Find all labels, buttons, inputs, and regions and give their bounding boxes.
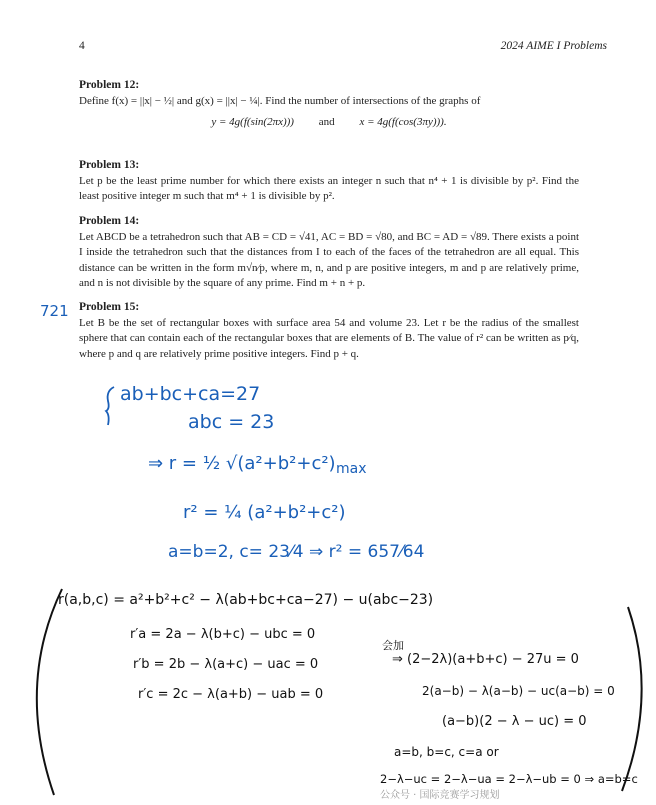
answer-mark: 721 (40, 302, 69, 320)
problem-text: Let ABCD be a tetrahedron such that AB = CD = √41, AC = BD = √80, and BC = AD = √89. There exists a point I inside the tetrahedron such that the distances from I to each of the faces of the tetrahedron are all equal. This distance can be written in the form m√n⁄p, where m, n, and p are positive integers, m and p are relatively prime, and n is not divisible by the square of any prime. Find m + n + p. (79, 230, 579, 289)
problem-15 (79, 300, 579, 362)
problem-text: Let B be the set of rectangular boxes with surface area 54 and volume 23. Let r be the radius of the smallest sphere that can contain each of the rectangular boxes that are elements of B. The value of r² can be written as p⁄q, where p and q are relatively prime positive integers. Find p + q. (79, 316, 579, 360)
hw-line: ⇒ r = ½ √(a²+b²+c²) (148, 453, 336, 474)
problem-heading: Problem 14: (79, 215, 140, 227)
problem-text: Define f(x) = ||x| − ½| and g(x) = ||x| − ¼|. Find the number of intersections of the graphs of (79, 94, 481, 107)
problem-13 (79, 158, 579, 205)
watermark: 公众号 · 国际竞赛学习规划 (380, 790, 500, 801)
hw-line: r² = ¼ (a²+b²+c²) (183, 502, 346, 523)
page-number: 4 (79, 40, 85, 52)
problem-14 (79, 214, 579, 292)
hw-line: 2−λ−uc = 2−λ−ua = 2−λ−ub = 0 ⇒ a=b=c (380, 772, 638, 786)
hw-line: r′c = 2c − λ(a+b) − uab = 0 (138, 687, 324, 702)
problem-heading: Problem 13: (79, 159, 140, 171)
hw-line: (a−b)(2 − λ − uc) = 0 (442, 714, 587, 729)
equation-left: y = 4g(f(sin(2πx))) (211, 116, 294, 128)
hw-line: ⇒ (2−2λ)(a+b+c) − 27u = 0 (392, 652, 579, 667)
hw-line: abc = 23 (188, 411, 275, 433)
problem-heading: Problem 15: (79, 301, 140, 313)
hw-line: r′a = 2a − λ(b+c) − ubc = 0 (130, 627, 316, 642)
problem-12 (79, 78, 579, 137)
hw-line: ab+bc+ca=27 (120, 383, 261, 405)
equation-separator: and (318, 116, 335, 128)
system-brace (104, 385, 118, 430)
hw-line: a=b=2, c= 23⁄4 ⇒ r² = 657⁄64 (168, 542, 425, 562)
hw-line: a=b, b=c, c=a or (394, 745, 499, 759)
problem-text: Let p be the least prime number for which there exists an integer n such that n⁴ + 1 is divisible by p². Find the least positive integer m such that m⁴ + 1 is divisible by p². (79, 174, 579, 202)
hw-line: max (336, 461, 367, 477)
problem-heading: Problem 12: (79, 79, 140, 91)
page-title: 2024 AIME I Problems (500, 40, 607, 52)
hw-line: r′b = 2b − λ(a+c) − uac = 0 (133, 657, 319, 672)
equation-right: x = 4g(f(cos(3πy))). (359, 116, 447, 128)
hw-line: 2(a−b) − λ(a−b) − uc(a−b) = 0 (422, 684, 615, 698)
hw-line: r(a,b,c) = a²+b²+c² − λ(ab+bc+ca−27) − u(abc−23) (58, 592, 434, 608)
hw-line: 会加 (382, 639, 404, 652)
